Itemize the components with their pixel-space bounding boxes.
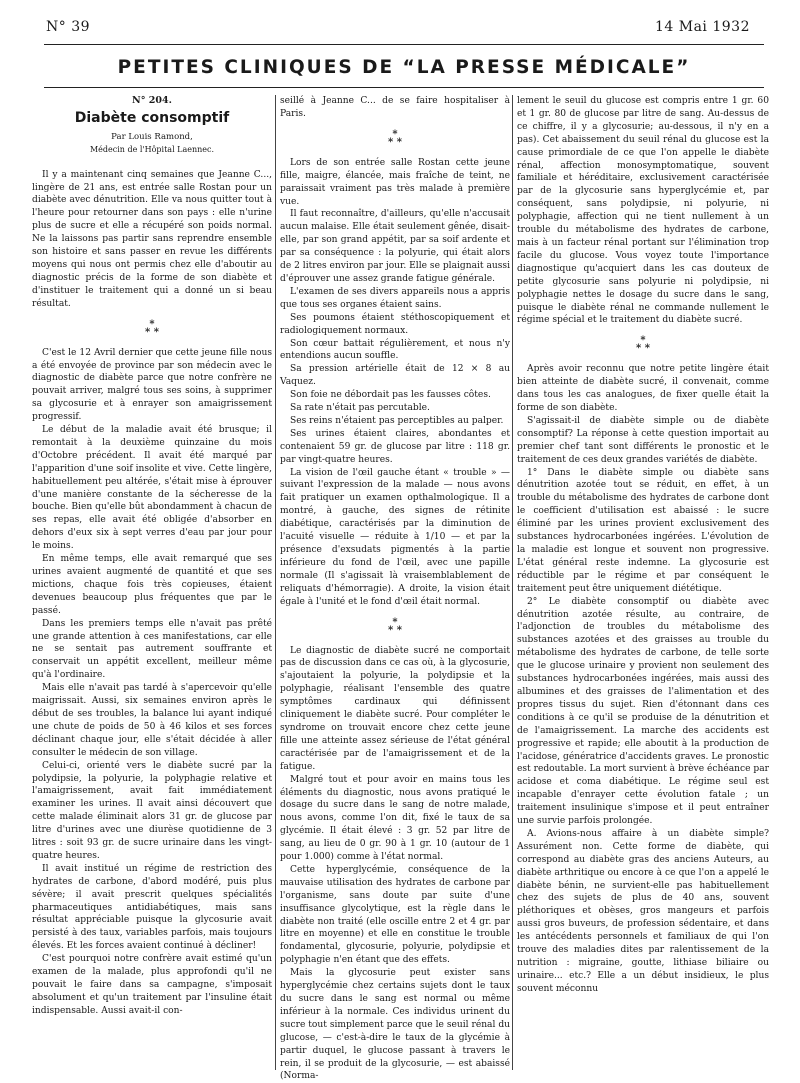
article-number: N° 204.: [132, 95, 172, 106]
section-separator: * * *: [145, 318, 159, 338]
paragraph: Mais la glycosurie peut exister sans hyperglycémie chez certains sujets dont le taux du sucre dans le sang est normal ou même inférieur à la normale. Ces individus urinent du sucre tout simplement parce que le seuil rénal du glucose, — c'est-à-dire le taux de la glycémie à partir duquel, le glucose passant à travers le rein, il se produit de la glycosurie, — est abaissé (Norma-: [280, 968, 510, 1082]
paragraph: Sa pression artérielle était de 12 × 8 au Vaquez.: [280, 364, 510, 388]
top-rule: [44, 44, 764, 45]
paragraph: Cette hyperglycémie, conséquence de la mauvaise utilisation des hydrates de carbone par l'organisme, sans doute par suite d'une insuffisance glycolytique, est la règle dans le diabète non traité (elle oscille entre 2 et 4 gr. par litre en moyenne) et elle en constitue le trouble fondamental, glycosurie, polyurie, polydipsie et polyphagie n'en étant que des effets.: [280, 864, 510, 966]
section-separator: * * *: [388, 616, 402, 636]
paragraph: C'est le 12 Avril dernier que cette jeune fille nous a été envoyée de province par son médecin avec le diagnostic de diabète parce que notre confrère ne pouvait arriver, malgré tous ses soins, à supprimer sa glycosurie et à enrayer son amaigrissement progressif.: [32, 347, 272, 423]
masthead-rule: [44, 87, 764, 88]
paragraph: Mais elle n'avait pas tardé à s'apercevoir qu'elle maigrissait. Aussi, six semaines environ après le début de ses troubles, la balance lui ayant indiqué une chute de poids de 50 à 46 kilos et ses forces déclinant chaque jour, elle s'était décidée à aller consulter le médecin de son village.: [32, 683, 272, 758]
paragraph: Malgré tout et pour avoir en mains tous les éléments du diagnostic, nous avons pratiqué le dosage du sucre dans le sang de notre malade, nous avons, comme l'on dit, fixé le taux de sa glycémie. Il était élevé : 3 gr. 52 par litre de sang, au lieu de 0 gr. 90 à 1 gr. 10 (autour de 1 pour 1.000) comme à l'état normal.: [280, 774, 510, 863]
paragraph: 1° Dans le diabète simple ou diabète sans dénutrition azotée tout se réduit, en effet, à un trouble du métabolisme des hydrates de carbone dont le coefficient d'utilisation est abaissé : le sucre éliminé par les urines provient exclusivement des substances hydrocarbonées ingérées. L'évolution de la maladie est longue et souvent non progressive. L'état général reste indemne. La glycosurie est réductible par le régime et par conséquent le traitement peut être uniquement diététique.: [517, 467, 769, 594]
paragraph: Ses urines étaient claires, abondantes et contenaient 59 gr. de glucose par litre : 118 gr. par vingt-quatre heures.: [280, 428, 510, 465]
column-2: [280, 95, 510, 1083]
section-separator: * * *: [388, 128, 402, 148]
paragraph: Il faut reconnaître, d'ailleurs, qu'elle n'accusait aucun malaise. Elle était seulement gênée, disait-elle, par son grand appétit, par sa soif ardente et par sa conséquence : la polyurie, qui était alors de 2 litres environ par jour. Elle se plaignait aussi d'éprouver une assez grande fatigue générale.: [280, 209, 510, 284]
paragraph: 2° Le diabète consomptif ou diabète avec dénutrition azotée résulte, au contraire, de l'adjonction de troubles du métabolisme des substances azotées et des graisses au trouble du métabolisme des hydrates de carbone, de telle sorte que le glucose urinaire y provient non seulement des substances hydrocarbonées ingérées, mais aussi des albumines et des graisses de l'alimentation et des propres tissus du sujet. Rien d'étonnant dans ces conditions à ce qu'il se produise de la dénutrition et de l'amaigrissement. La marche des accidents est progressive et rapide; elle aboutit à la production de l'acidose, génératrice d'accidents graves. Le pronostic est redoutable. La mort survient à brève échéance par acidose et coma diabétique. Le régime seul est incapable d'enrayer cette évolution fatale ; un traitement insulinique s'impose et il peut entraîner une survie parfois prolongée.: [517, 596, 769, 827]
paragraph: C'est pourquoi notre confrère avait estimé qu'un examen de la malade, plus approfondi qu'il ne pouvait le faire dans sa campagne, s'imposait absolument et qu'un traitement par l'insuline était indispensable. Aussi avait-il con-: [32, 954, 272, 1016]
paragraph: Sa rate n'était pas percutable.: [290, 403, 430, 414]
paragraph: Dans les premiers temps elle n'avait pas prêté une grande attention à ces manifestations, car elle ne se sentait pas autrement souffrante et conservait un appétit excellent, meilleur même qu'à l'ordinaire.: [32, 618, 272, 681]
section-separator: * * *: [636, 335, 650, 355]
issue-number: N° 39: [46, 19, 91, 35]
column-3: [517, 95, 769, 996]
paragraph: Le diagnostic de diabète sucré ne comportait pas de discussion dans ce cas où, à la glycosurie, s'ajoutaient la polyurie, la polydipsie et la polyphagie, réalisant l'ensemble des quatre symptômes cardinaux qui définissent cliniquement le diabète sucré. Pour compléter le syndrome on trouvait encore chez cette jeune fille une atteinte assez sérieuse de l'état général caractérisée par de l'amaigrissement et de la fatigue.: [280, 645, 510, 772]
paragraph: Son cœur battait régulièrement, et nous n'y entendions aucun souffle.: [280, 338, 510, 362]
paragraph: Il avait institué un régime de restriction des hydrates de carbone, d'abord modéré, puis plus sévère; il avait prescrit quelques spécialités pharmaceutiques antidiabétiques, mais sans résultat appréciable puisque la glycosurie avait persisté à des taux, variables parfois, mais toujours élevés. Et les forces avaient continué à décliner!: [32, 863, 272, 952]
article-author: Par Louis Ramond,: [111, 131, 193, 142]
article-title: Diabète consomptif: [74, 109, 230, 126]
paragraph: Il y a maintenant cinq semaines que Jeanne C..., lingère de 21 ans, est entrée salle Rostan pour un diabète avec dénutrition. Elle va nous quitter tout à l'heure pour retourner dans son pays : elle n'urine plus de sucre et elle a récupéré son poids normal. Ne la laissons pas partir sans reprendre ensemble son histoire et sans passer en revue les différents moyens qui nous ont permis chez elle d'aboutir au diagnostic précis de la forme de son diabète et d'instituer le traitement qui a donné un si beau résultat.: [32, 169, 272, 309]
paragraph: Son foie ne débordait pas les fausses côtes.: [290, 390, 491, 401]
paragraph: Ses poumons étaient stéthoscopiquement et radiologiquement normaux.: [280, 312, 510, 336]
paragraph: Ses reins n'étaient pas perceptibles au palper.: [290, 415, 504, 426]
paragraph: Le début de la maladie avait été brusque; il remontait à la deuxième quinzaine du mois d'Octobre précédent. Il avait été marqué par l'apparition d'une soif insolite et vive. Cette lingère, habituellement peu altérée, s'était mise à éprouver d'une manière constante de la sécheresse de la bouche. Bien qu'elle bût abondamment à chacun de ses repas, elle avait été obligée d'absorber en dehors d'eux six à sept verres d'eau par jour pour le moins.: [32, 425, 272, 552]
paragraph: La vision de l'œil gauche étant « trouble » — suivant l'expression de la malade — nous avons fait pratiquer un examen opthalmologique. Il a montré, à gauche, des signes de rétinite diabétique, caractérisés par la diminution de l'acuité visuelle — réduite à 1/10 — et par la présence d'exsudats pigmentés à la partie inférieure du fond de l'œil, avec une papille normale (Il s'agissait là vraisemblablement de reliquats d'hémorragie). A droite, la vision était égale à l'unité et le fond d'œil était normal.: [280, 467, 510, 607]
paragraph: S'agissait-il de diabète simple ou de diabète consomptif? La réponse à cette question importait au premier chef tant sont différents le pronostic et le traitement de ces deux grandes variétés de diabète.: [517, 415, 769, 465]
paragraph: L'examen de ses divers appareils nous a appris que tous ses organes étaient sains.: [280, 286, 510, 310]
paragraph: seillé à Jeanne C... de se faire hospitaliser à Paris.: [280, 96, 510, 119]
paragraph: A. Avions-nous affaire à un diabète simple? Assurément non. Cette forme de diabète, qui correspond au diabète gras des anciens Auteurs, au diabète arthritique ou encore à ce que l'on a appelé le diabète bénin, ne survient-elle pas habituellement chez des sujets de plus de 40 ans, souvent pléthoriques et obèses, gros mangeurs et parfois aussi gros buveurs, de profession sédentaire, et dans les antécédents personnels et familiaux de qui l'on trouve des maladies dites par ralentissement de la nutrition : migraine, goutte, lithiase biliaire ou urinaire... etc.? Elle a un début insidieux, le plus souvent méconnu: [517, 828, 769, 994]
column-1: [32, 95, 272, 1018]
paragraph: Lors de son entrée salle Rostan cette jeune fille, maigre, élancée, mais fraîche de teint, ne paraissait vraiment pas très malade à première vue.: [280, 157, 510, 207]
paragraph: lement le seuil du glucose est compris entre 1 gr. 60 et 1 gr. 80 de glucose par litre de sang. Au-dessus de ce chiffre, il y a glycosurie; au-dessous, il n'y en a pas). Cet abaissement du seuil rénal du glucose est la cause primordiale de ce que l'on appelle le diabète rénal, affection monosymptomatique, souvent familiale et héréditaire, exclusivement caractérisée par de la glycosurie sans hyperglycémie et, par conséquent, sans polydipsie, ni polyurie, ni polyphagie, affection qui ne tient nullement à un trouble du métabolisme des hydrates de carbone, mais à un facteur rénal portant sur l'élimination trop facile du glucose. Vous voyez toute l'importance diagnostique qu'acquiert dans les cas douteux de petite glycosurie sans polyurie ni polydipsie, ni polyphagie nettes le dosage du sucre dans le sang, puisque le diabète rénal ne commande nullement le régime spécial et le traitement du diabète sucré.: [517, 96, 769, 326]
masthead: PETITES CLINIQUES DE “LA PRESSE MÉDICALE”: [117, 57, 691, 78]
paragraph: En même temps, elle avait remarqué que ses urines avaient augmenté de quantité et que ses mictions, chaque fois très copieuses, étaient devenues beaucoup plus fréquentes que par le passé.: [32, 554, 272, 616]
issue-date: 14 Mai 1932: [654, 19, 750, 35]
paragraph: Après avoir reconnu que notre petite lingère était bien atteinte de diabète sucré, il convenait, comme dans tous les cas analogues, de fixer quelle était la forme de son diabète.: [517, 364, 769, 414]
column-divider: [275, 95, 276, 1070]
author-role: Médecin de l'Hôpital Laennec.: [89, 144, 215, 154]
column-divider: [512, 95, 513, 1070]
paragraph: Celui-ci, orienté vers le diabète sucré par la polydipsie, la polyurie, la polyphagie relative et l'amaigrissement, avait fait immédiatement examiner les urines. Il avait ainsi découvert que cette malade éliminait alors 31 gr. de glucose par litre d'urines avec une diurèse quotidienne de 3 litres : soit 93 gr. de sucre urinaire dans les vingt-quatre heures.: [32, 760, 272, 861]
